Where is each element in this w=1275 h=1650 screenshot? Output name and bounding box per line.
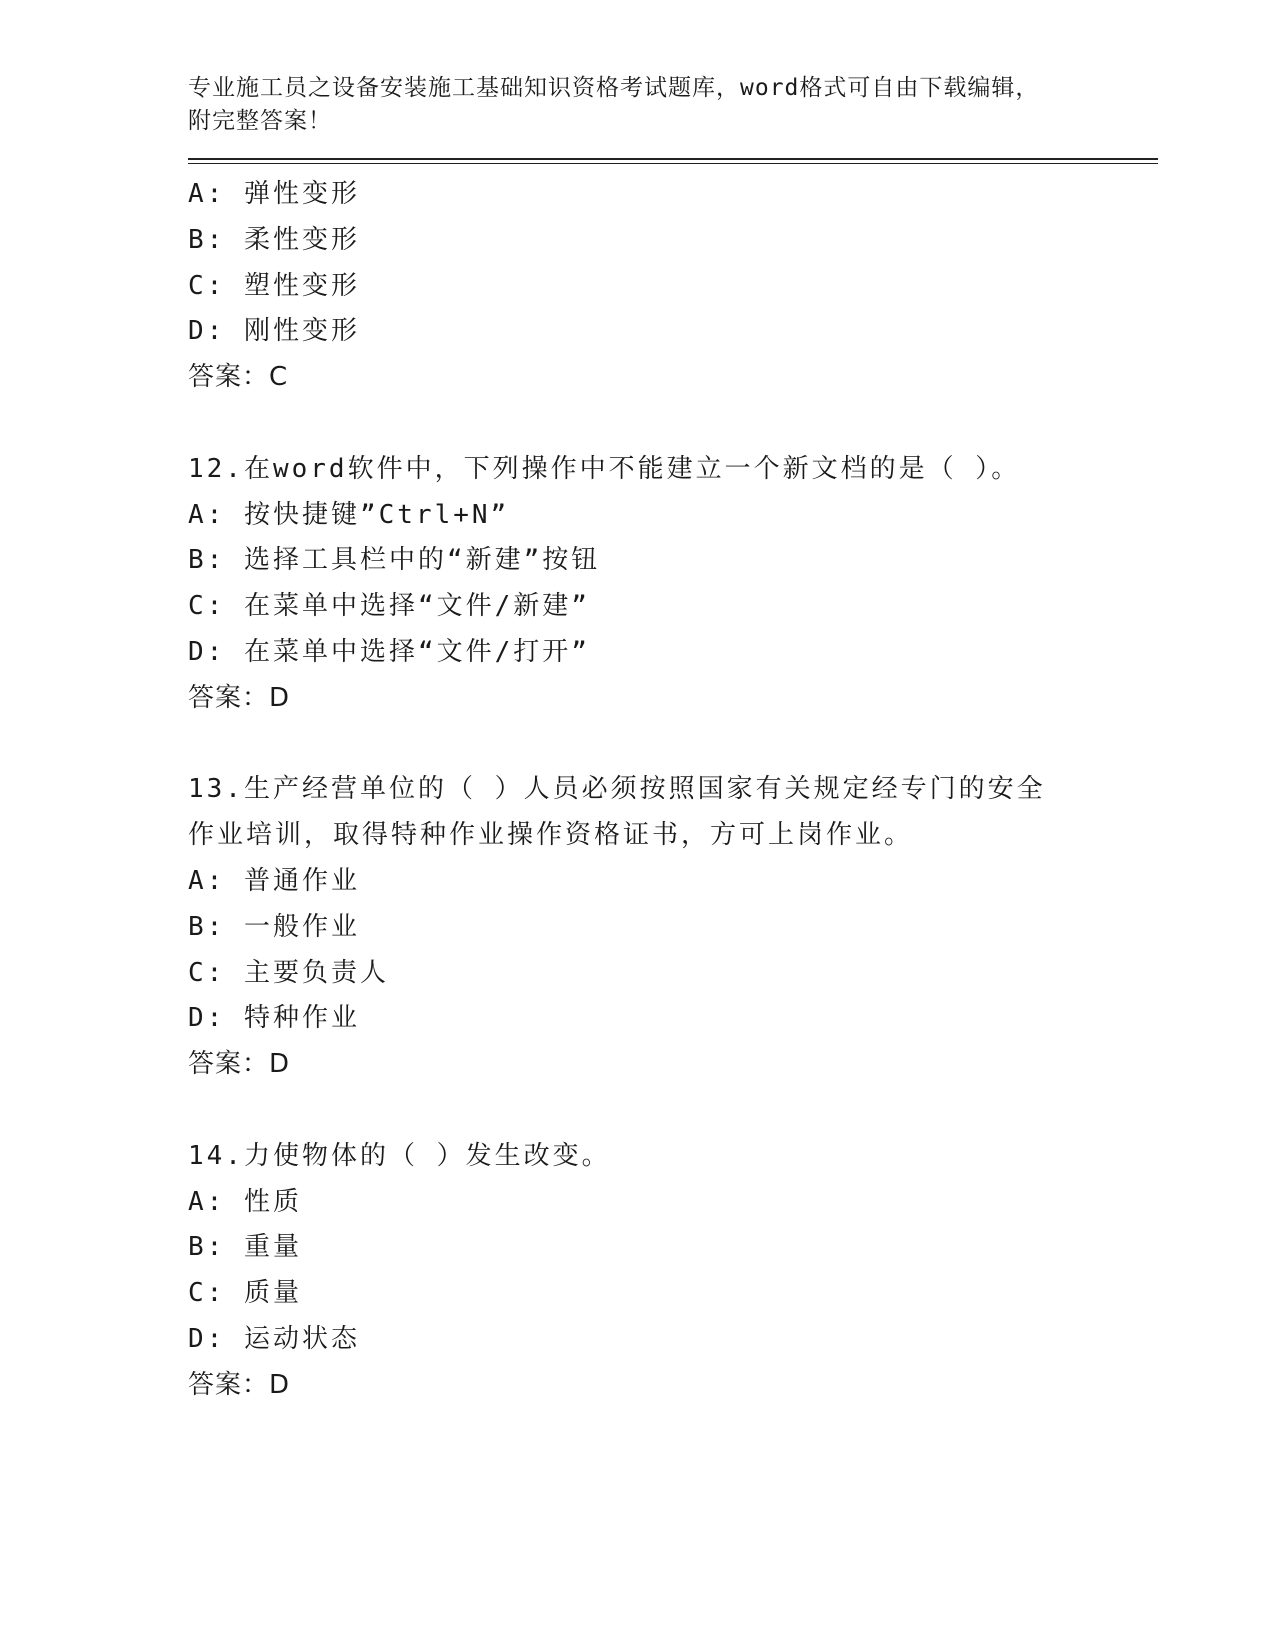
question-stem: 14.力使物体的（ ）发生改变。 bbox=[188, 1140, 611, 1171]
option-d: D: 特种作业 bbox=[188, 1003, 360, 1034]
answer: 答案：C bbox=[188, 362, 289, 393]
option-d: D: 刚性变形 bbox=[188, 316, 360, 347]
option-d: D: 在菜单中选择“文件/打开” bbox=[188, 636, 590, 667]
header-line-1: 专业施工员之设备安装施工基础知识资格考试题库，word格式可自由下载编辑， bbox=[188, 75, 1040, 101]
question-14 bbox=[188, 1134, 1158, 1409]
option-d: D: 运动状态 bbox=[188, 1323, 360, 1354]
option-c: C: 在菜单中选择“文件/新建” bbox=[188, 591, 590, 622]
spacer bbox=[188, 722, 1158, 768]
question-12 bbox=[188, 447, 1158, 722]
answer: 答案：D bbox=[188, 1049, 291, 1080]
question-11 bbox=[188, 172, 1158, 401]
option-b: B: 选择工具栏中的“新建”按钮 bbox=[188, 545, 601, 576]
option-c: C: 质量 bbox=[188, 1278, 302, 1309]
spacer bbox=[188, 401, 1158, 447]
option-a: A: 普通作业 bbox=[188, 865, 360, 896]
question-list bbox=[188, 172, 1158, 1409]
header-line-2: 附完整答案！ bbox=[188, 108, 332, 134]
option-a: A: 弹性变形 bbox=[188, 179, 360, 209]
option-c: C: 塑性变形 bbox=[188, 270, 360, 301]
option-b: B: 重量 bbox=[188, 1232, 302, 1263]
question-stem: 13.生产经营单位的（ ）人员必须按照国家有关规定经专门的安全作业培训，取得特种作业操作资格证书，方可上岗作业。 bbox=[188, 774, 1046, 851]
answer: 答案：D bbox=[188, 682, 291, 713]
option-a: A: 按快捷键”Ctrl+N” bbox=[188, 499, 510, 530]
spacer bbox=[188, 1088, 1158, 1134]
option-b: B: 一般作业 bbox=[188, 911, 360, 942]
question-stem: 12.在word软件中，下列操作中不能建立一个新文档的是（ ）。 bbox=[188, 453, 1021, 484]
option-a: A: 性质 bbox=[188, 1186, 302, 1217]
option-b: B: 柔性变形 bbox=[188, 224, 360, 255]
answer: 答案：D bbox=[188, 1369, 291, 1400]
document-page bbox=[188, 72, 1158, 1409]
header-divider bbox=[188, 158, 1158, 164]
question-13 bbox=[188, 767, 1158, 1088]
option-c: C: 主要负责人 bbox=[188, 957, 389, 988]
document-header bbox=[188, 72, 1158, 138]
